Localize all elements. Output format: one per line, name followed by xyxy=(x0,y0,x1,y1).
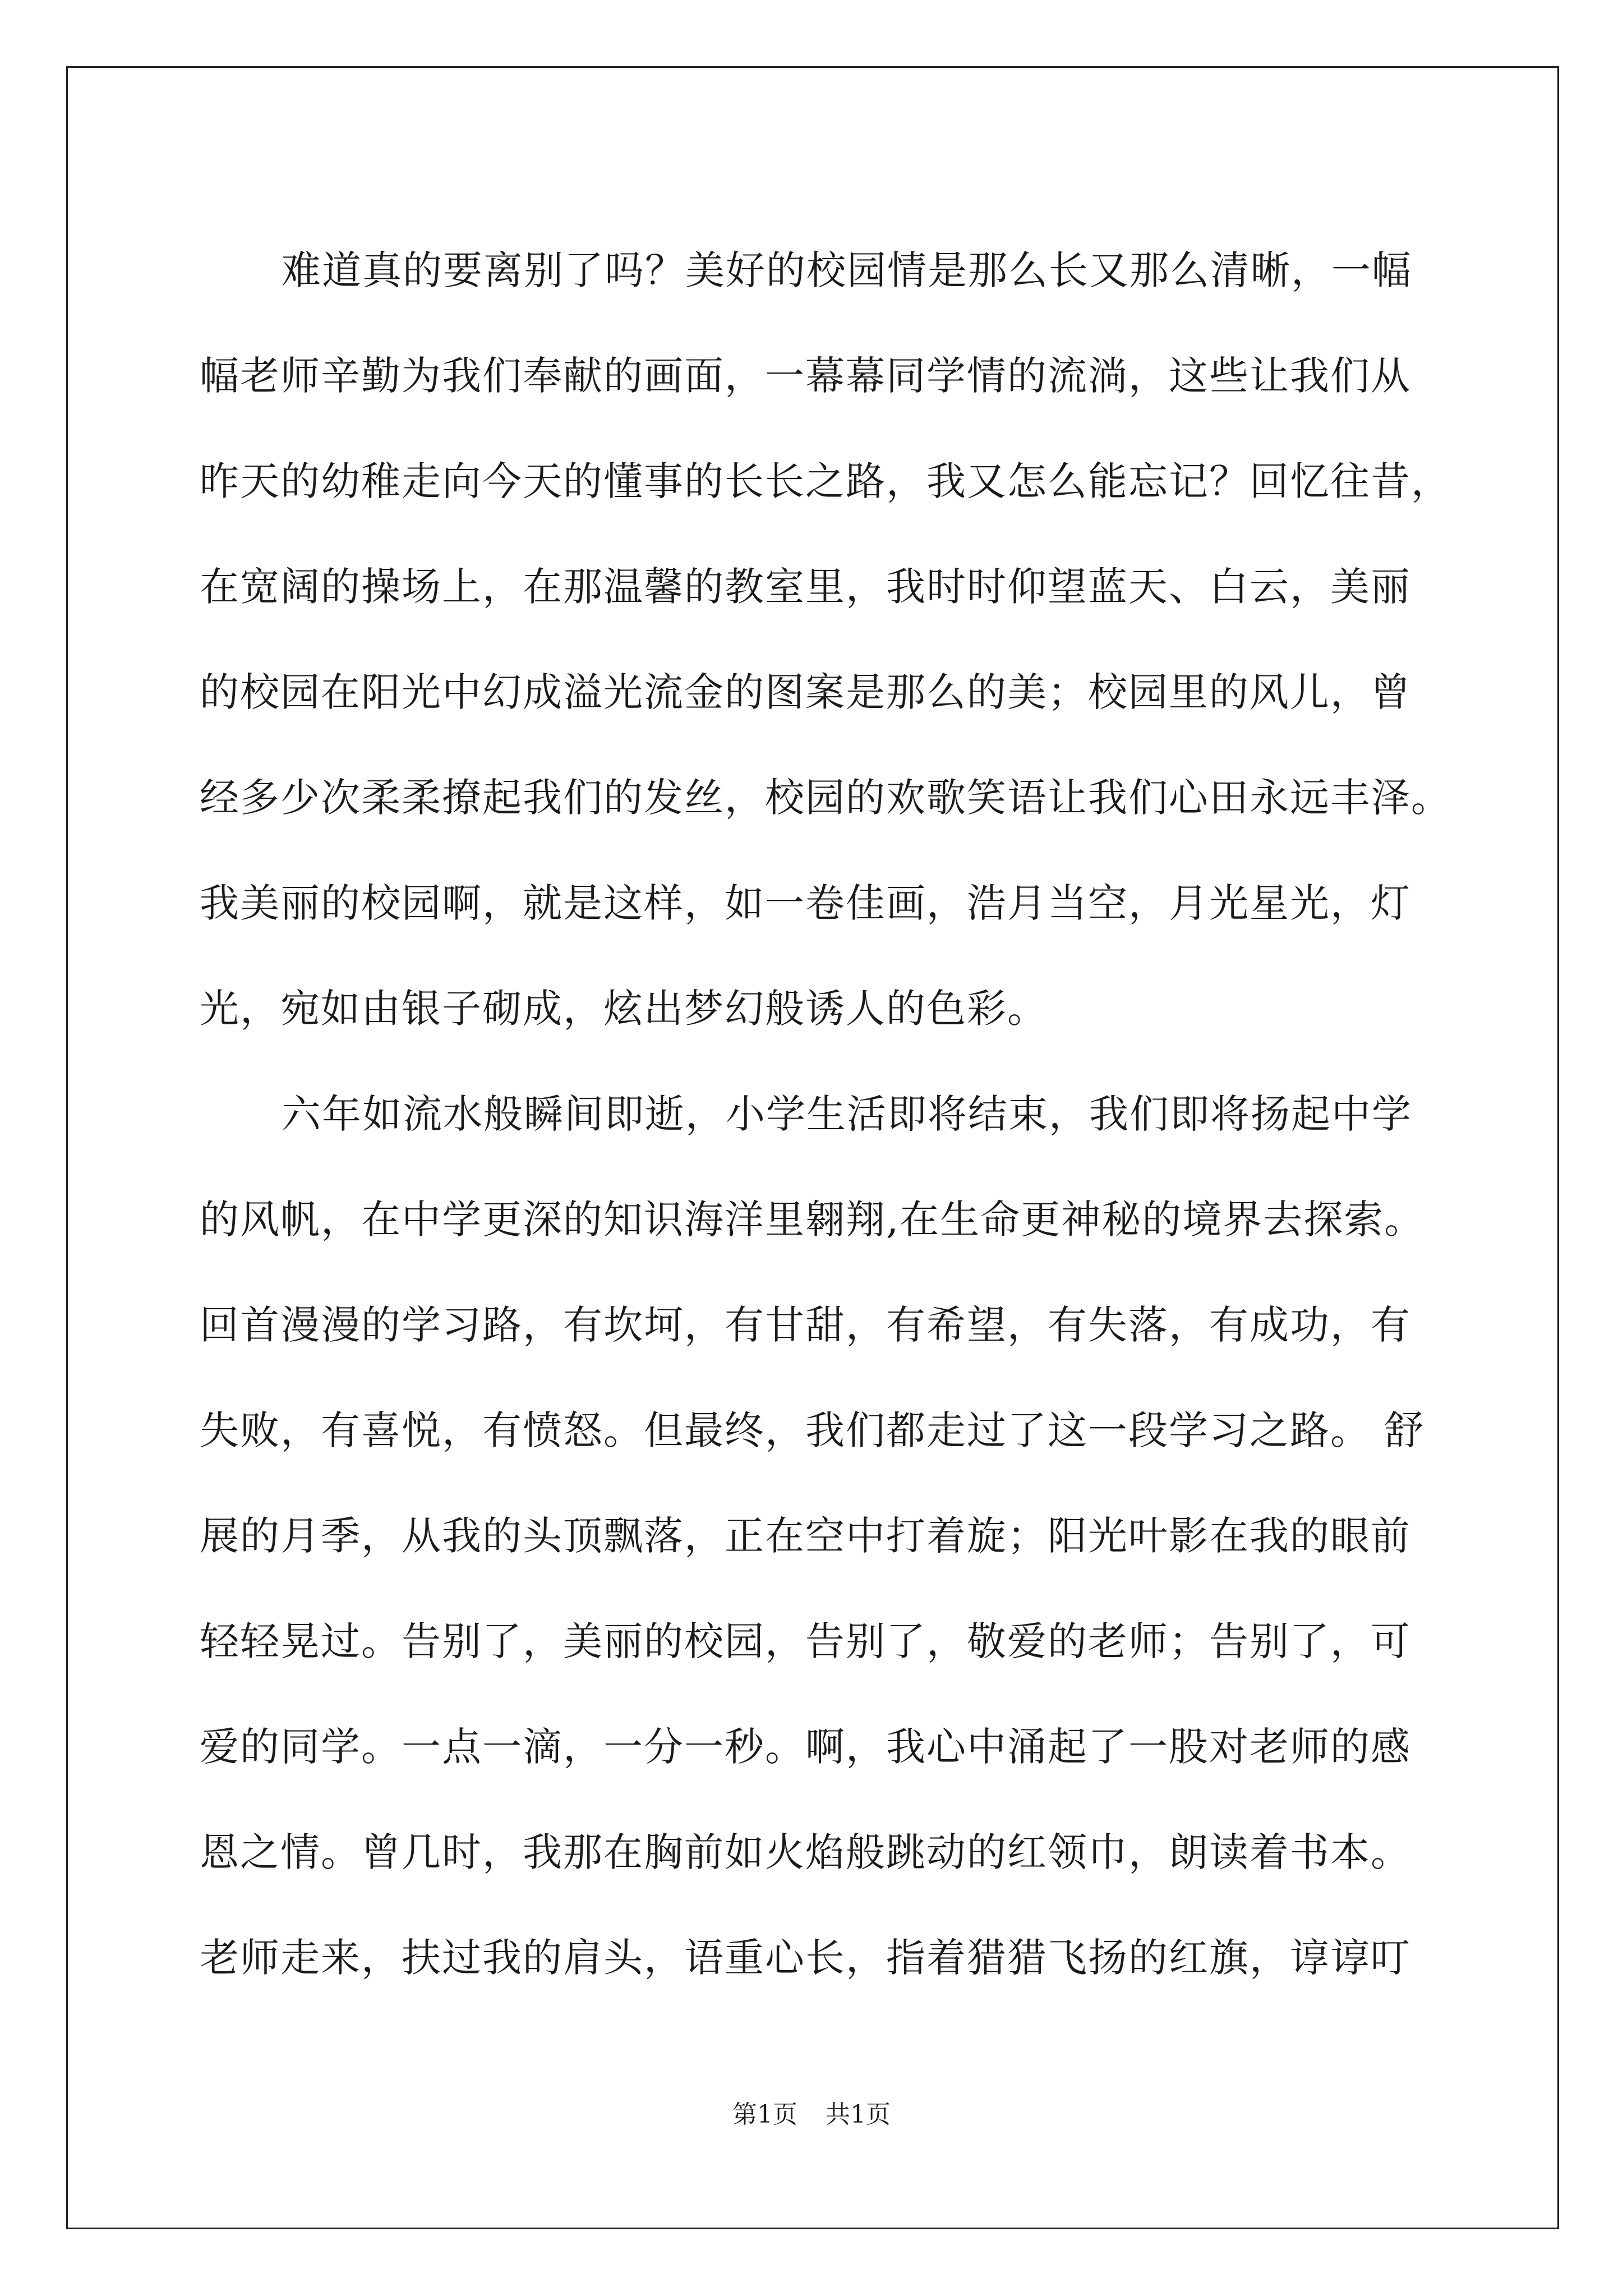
page-footer xyxy=(0,2098,1623,2132)
paragraph-line: 经多少次柔柔撩起我们的发丝，校园的欢歌笑语让我们心田永远丰泽。 xyxy=(200,775,1451,821)
paragraph-line: 我美丽的校园啊，就是这样，如一卷佳画，浩月当空，月光星光，灯 xyxy=(200,880,1411,926)
paragraph-line: 恩之情。曾几时，我那在胸前如火焰般跳动的红领巾，朗读着书本。 xyxy=(200,1829,1411,1875)
paragraph-2 xyxy=(200,1061,1433,2010)
paragraph-line: 老师走来，扶过我的肩头，语重心长，指着猎猎飞扬的红旗，谆谆叮 xyxy=(200,1935,1411,1981)
paragraph-line: 爱的同学。一点一滴，一分一秒。啊，我心中涌起了一股对老师的感 xyxy=(200,1724,1411,1770)
page-number: 第1页 xyxy=(732,2100,797,2129)
paragraph-line: 昨天的幼稚走向今天的懂事的长长之路，我又怎么能忘记？回忆往昔， xyxy=(200,458,1451,504)
document-body xyxy=(200,218,1451,2010)
paragraph-line: 失败，有喜悦，有愤怒。但最终，我们都走过了这一段学习之路。 舒 xyxy=(200,1407,1425,1453)
paragraph-1 xyxy=(200,218,1451,1061)
page-total: 共1页 xyxy=(826,2100,891,2129)
paragraph-line: 轻轻晃过。告别了，美丽的校园，告别了，敬爱的老师；告别了，可 xyxy=(200,1618,1411,1664)
paragraph-line: 的校园在阳光中幻成溢光流金的图案是那么的美；校园里的风儿，曾 xyxy=(200,669,1411,715)
paragraph-line: 光，宛如由银子砌成，炫出梦幻般诱人的色彩。 xyxy=(200,986,1048,1032)
paragraph-line: 回首漫漫的学习路，有坎坷，有甘甜，有希望，有失落，有成功，有 xyxy=(200,1302,1411,1348)
paragraph-line: 幅老师辛勤为我们奉献的画面，一幕幕同学情的流淌，这些让我们从 xyxy=(200,353,1411,399)
paragraph-line: 的风帆，在中学更深的知识海洋里翱翔,在生命更神秘的境界去探索。 xyxy=(200,1197,1425,1243)
paragraph-line: 难道真的要离别了吗？美好的校园情是那么长又那么清晰，一幅 xyxy=(282,247,1412,293)
paragraph-line: 六年如流水般瞬间即逝，小学生活即将结束，我们即将扬起中学 xyxy=(282,1091,1412,1137)
paragraph-line: 在宽阔的操场上，在那温馨的教室里，我时时仰望蓝天、白云，美丽 xyxy=(200,564,1411,610)
paragraph-line: 展的月季，从我的头顶飘落，正在空中打着旋；阳光叶影在我的眼前 xyxy=(200,1513,1411,1559)
